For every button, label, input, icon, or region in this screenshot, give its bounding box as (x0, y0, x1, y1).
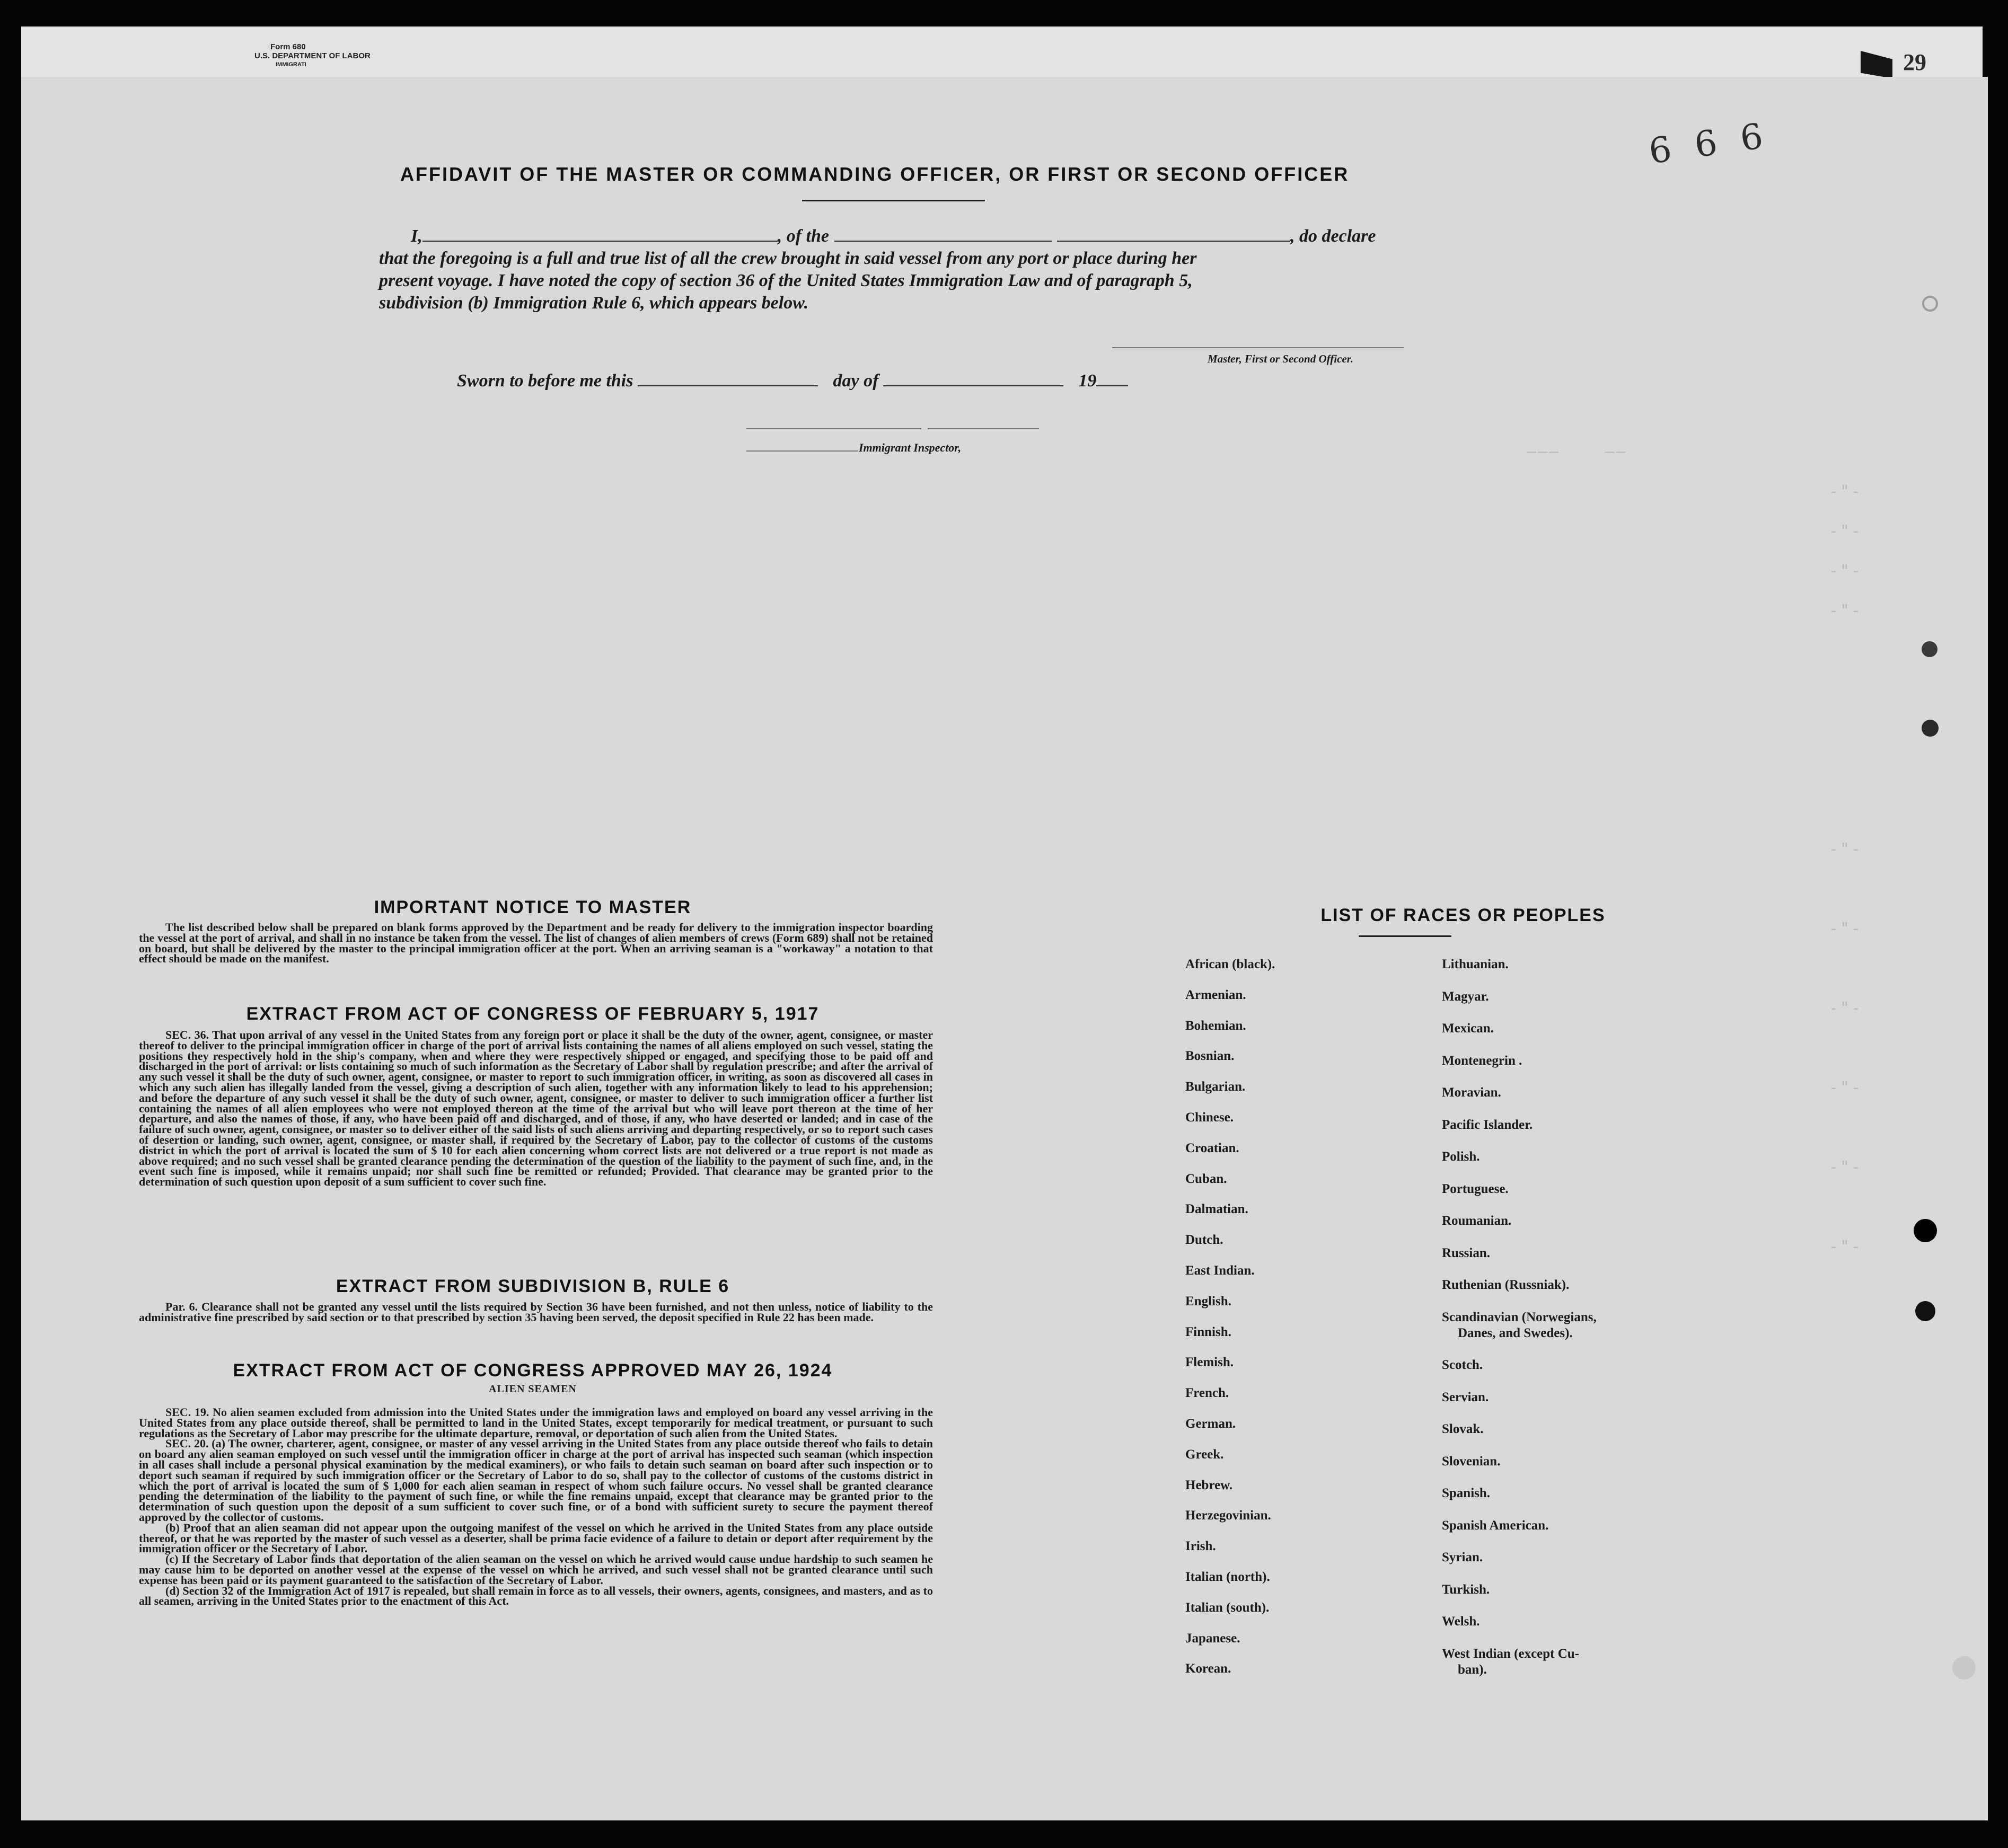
race-item: Turkish. (1442, 1582, 1490, 1597)
master-name-field[interactable] (422, 241, 778, 242)
race-item: Syrian. (1442, 1550, 1483, 1564)
punch-hole (1915, 1301, 1935, 1321)
race-item: Mexican. (1442, 1021, 1494, 1036)
race-item: Scandinavian (Norwegians, (1442, 1310, 1597, 1324)
extract-1917-title: EXTRACT FROM ACT OF CONGRESS OF FEBRUARY 5, 1917 (246, 1004, 820, 1024)
race-item: Ruthenian (Russniak). (1442, 1278, 1570, 1292)
race-item: Moravian. (1442, 1085, 1501, 1100)
race-item: Lithuanian. (1442, 957, 1509, 971)
race-item: Welsh. (1442, 1614, 1480, 1629)
alien-seamen-subtitle: ALIEN SEAMEN (489, 1383, 577, 1395)
sworn-line (457, 371, 1128, 391)
punch-hole (1922, 296, 1938, 312)
race-item: Roumanian. (1442, 1214, 1512, 1228)
race-item: Bosnian. (1185, 1049, 1235, 1064)
race-item: Finnish. (1185, 1324, 1231, 1339)
signature-caption: Master, First or Second Officer. (1208, 352, 1353, 365)
signature-line[interactable] (1112, 347, 1404, 348)
race-item: Italian (south). (1185, 1600, 1270, 1615)
race-item: Japanese. (1185, 1631, 1240, 1646)
races-title: LIST OF RACES OR PEOPLES (1320, 905, 1606, 925)
inspector-caption: Immigrant Inspector, (859, 441, 962, 454)
race-item: Cuban. (1185, 1171, 1227, 1186)
inspector-signature-line-2[interactable] (928, 428, 1039, 429)
races-title-rule (1359, 935, 1451, 937)
race-item: ban). (1458, 1662, 1487, 1677)
year-prefix: 19 (1078, 371, 1097, 391)
race-item: Scotch. (1442, 1358, 1483, 1372)
race-item: Bulgarian. (1185, 1080, 1246, 1094)
race-item: Herzegovinian. (1185, 1508, 1271, 1523)
sec-36-paragraph: SEC. 36. That upon arrival of any vessel in the United States from any foreign port or place it shall be the duty of the owner, agent, consignee, or master thereof to deliver to the principal immigration officer in charge of the port of arrival lists containing the names of all aliens employed on such vessel, stating the positions they respectively hold in the ship's company, when and where they were respectively shipped or engaged, and specifying those to be paid off and discharged in the port of arrival: or lists containing so much of such information as the Secretary of Labor shall by regulation prescribe; and after the arrival of any such vessel it shall be the duty of such owner, agent, consignee, or master to report to such immigration officer, in writing, as soon as discovered all cases in which any such alien has illegally landed from the vessel, giving a description of such alien, together with any information likely to lead to his apprehension; and before the departure of any such vessel it shall be the duty of such owner, agent, consignee, or master to deliver to such immigration officer a further list containing the names of all alien employees who were not employed thereon at the time of the arrival but who will leave port thereon at the time of her departure, and also the names of those, if any, who have been paid off and discharged, and of those, if any, who have deserted or landed; and in case of the failure of such owner, agent, consignee, or master so to deliver either of the said lists of such aliens arriving and departing respectively, or so to report such cases of desertion or landing, such owner, agent, consignee, or master shall, if required by the Secretary of Labor, pay to the collector of customs of the customs district in which the port of arrival is located the sum of $ 10 for each alien concerning whom correct lists are not delivered or a true report is not made as above required; and no such vessel shall be granted clearance pending the determination of the question of the liability to the payment of such fine, and, in the event such fine is imposed, while it remains unpaid; nor shall such fine be remitted or refunded; Provided. That clearance may be granted prior to the determination of such question upon deposit of a sum sufficient to cover such fine. (139, 1028, 933, 1189)
form-number: Form 680 (270, 42, 306, 51)
vessel-name-field[interactable] (834, 241, 1052, 242)
sec-20d-paragraph: (d) Section 32 of the Immigration Act of 1917 is repealed, but shall remain in force as to all vessels, their owners, agents, consignees, and masters, and as to all seamen, arriving in the United States prior to the enactment of this Act. (139, 1584, 933, 1608)
race-item: Korean. (1185, 1661, 1231, 1676)
affidavit-i: I, (411, 226, 422, 246)
punch-hole (1922, 720, 1939, 737)
form-bureau: IMMIGRATI (276, 61, 306, 68)
race-item: Portuguese. (1442, 1181, 1509, 1196)
race-item: Chinese. (1185, 1110, 1234, 1125)
race-item: Polish. (1442, 1150, 1480, 1164)
sec-20b-paragraph: (b) Proof that an alien seaman did not appear upon the outgoing manifest of the vessel on which he arrived in the United States from any place outside thereof, or that he was reported by the master of such vessel as a deserter, shall be prima facie evidence of a failure to detain or deport after requirement by the immigration officer or the Secretary of Labor. (139, 1520, 933, 1555)
race-item: Bohemian. (1185, 1018, 1246, 1033)
race-item: Armenian. (1185, 987, 1246, 1002)
affidavit-title: AFFIDAVIT OF THE MASTER OR COMMANDING OFFICER, OR FIRST OR SECOND OFFICER (400, 163, 1350, 185)
punch-hole (1922, 641, 1937, 657)
sworn-text: Sworn to before me this (457, 371, 633, 391)
affidavit-do-declare: , do declare (1290, 226, 1376, 246)
notice-paragraph: The list described below shall be prepared on blank forms approved by the Department and be ready for delivery to the immigration inspector boarding the vessel at the port of arrival, and shall in no instance be taken from the vessel. The list of changes of alien members of crews (Form 689) shall not be retained on board, but shall be delivered by the master to the principal immigration officer at the port. When an arriving seaman is a "workaway" a notation to that effect should be made on the manifest. (139, 921, 933, 966)
affidavit-line2: that the foregoing is a full and true list of all the crew brought in said vessel from any port or place during her (379, 249, 1197, 268)
race-item: Croatian. (1185, 1140, 1239, 1155)
rule-6-text (139, 1302, 933, 1323)
inspector-signature-line[interactable] (746, 428, 921, 429)
race-item: East Indian. (1185, 1263, 1255, 1278)
handwritten-annotation: 6 6 6 (1646, 114, 1772, 172)
extract-1924-text (139, 1407, 933, 1606)
sec-19-paragraph: SEC. 19. No alien seamen excluded from admission into the United States under the immigration laws and employed on board any vessel arriving in the United States from any place outside thereof, shall be permitted to land in the United States, except temporarily for medical treatment, or pursuant to such regulations as the Secretary of Labor may prescribe for the ultimate departure, removal, or deportation of such alien from the United States. (139, 1405, 933, 1440)
vessel-name-field-2[interactable] (1057, 241, 1290, 242)
race-item: Slovak. (1442, 1422, 1484, 1436)
form-department: U.S. DEPARTMENT OF LABOR (254, 51, 371, 60)
sworn-day-field[interactable] (638, 385, 818, 386)
extract-1924-title: EXTRACT FROM ACT OF CONGRESS APPROVED MAY 26, 1924 (233, 1360, 833, 1381)
race-item: Irish. (1185, 1539, 1216, 1554)
notice-title: IMPORTANT NOTICE TO MASTER (374, 897, 692, 917)
race-item: Pacific Islander. (1442, 1117, 1533, 1132)
punch-hole (1952, 1656, 1976, 1679)
race-item: Hebrew. (1185, 1478, 1233, 1492)
race-item: Dalmatian. (1185, 1202, 1248, 1217)
race-item: Greek. (1185, 1447, 1224, 1462)
sec-20a-paragraph: SEC. 20. (a) The owner, charterer, agent, consignee, or master of any vessel arriving in the United States from any place outside thereof who fails to detain on board any alien seaman employed on such vessel until the immigration officer in charge at the port of arrival has inspected such seaman (which inspection in all cases shall include a personal physical examination by the medical examiners), or who fails to detain such seaman on board after such inspection or to deport such seaman if required by such immigration officer or the Secretary of Labor to do so, shall pay to the collector of customs of the customs district in which the port of arrival is located the sum of $ 1,000 for each alien seaman in respect of whom such failure occurs. No vessel shall be granted clearance pending the determination of the liability to the payment of such fine, or while the fine remains unpaid, except that clearance may be granted prior to the determination of such question upon the deposit of a sum sufficient to cover such fine, or of a bond with sufficient surety to secure the payment thereof approved by the collector of customs. (139, 1437, 933, 1524)
race-item: Spanish American. (1442, 1518, 1549, 1533)
race-item: Danes, and Swedes). (1458, 1325, 1573, 1340)
race-item: Flemish. (1185, 1355, 1234, 1370)
race-item: Servian. (1442, 1390, 1489, 1404)
race-item: Slovenian. (1442, 1454, 1501, 1469)
affidavit-line4: subdivision (b) Immigration Rule 6, which appears below. (379, 293, 809, 313)
affidavit-body (379, 225, 1407, 314)
rule-6-title: EXTRACT FROM SUBDIVISION B, RULE 6 (336, 1276, 730, 1296)
race-item: Montenegrin . (1442, 1053, 1522, 1068)
affidavit-line3: present voyage. I have noted the copy of section 36 of the United States Immigration Law and of paragraph 5, (379, 271, 1193, 290)
race-item: French. (1185, 1386, 1229, 1401)
affidavit-of-the: , of the (777, 226, 830, 246)
extract-1917-text (139, 1030, 933, 1187)
race-item: West Indian (except Cu- (1442, 1646, 1580, 1661)
race-item: German. (1185, 1417, 1236, 1431)
day-of-text: day of (833, 371, 879, 391)
race-item: African (black). (1185, 957, 1275, 971)
race-item: English. (1185, 1294, 1231, 1308)
form-header (254, 42, 371, 69)
notice-text (139, 922, 933, 964)
sec-20c-paragraph: (c) If the Secretary of Labor finds that deportation of the alien seaman on the vessel on which he arrived would cause undue hardship to such seamen he may cause him to be deported on another vessel at the expense of the vessel on which he arrived, and such vessel shall not be granted clearance until such expense has been paid or its payment guaranteed to the satisfaction of the Secretary of Labor. (139, 1552, 933, 1587)
race-item: Spanish. (1442, 1486, 1491, 1500)
sworn-year-field[interactable] (1096, 385, 1128, 386)
page-stamp-number: 29 (1903, 49, 1926, 75)
race-item: Italian (north). (1185, 1570, 1270, 1584)
par-6-paragraph: Par. 6. Clearance shall not be granted any vessel until the lists required by Section 36 have been furnished, and not then unless, notice of liability to the administrative fine prescribed by said section or to that prescribed by section 35 having been served, the deposit specified in Rule 22 has been made. (139, 1300, 933, 1324)
race-item: Russian. (1442, 1245, 1491, 1260)
sworn-month-field[interactable] (883, 385, 1063, 386)
inspector-title-line[interactable] (746, 450, 858, 452)
title-rule (802, 200, 985, 201)
race-item: Dutch. (1185, 1233, 1223, 1248)
punch-hole (1914, 1219, 1937, 1242)
race-item: Magyar. (1442, 989, 1489, 1004)
